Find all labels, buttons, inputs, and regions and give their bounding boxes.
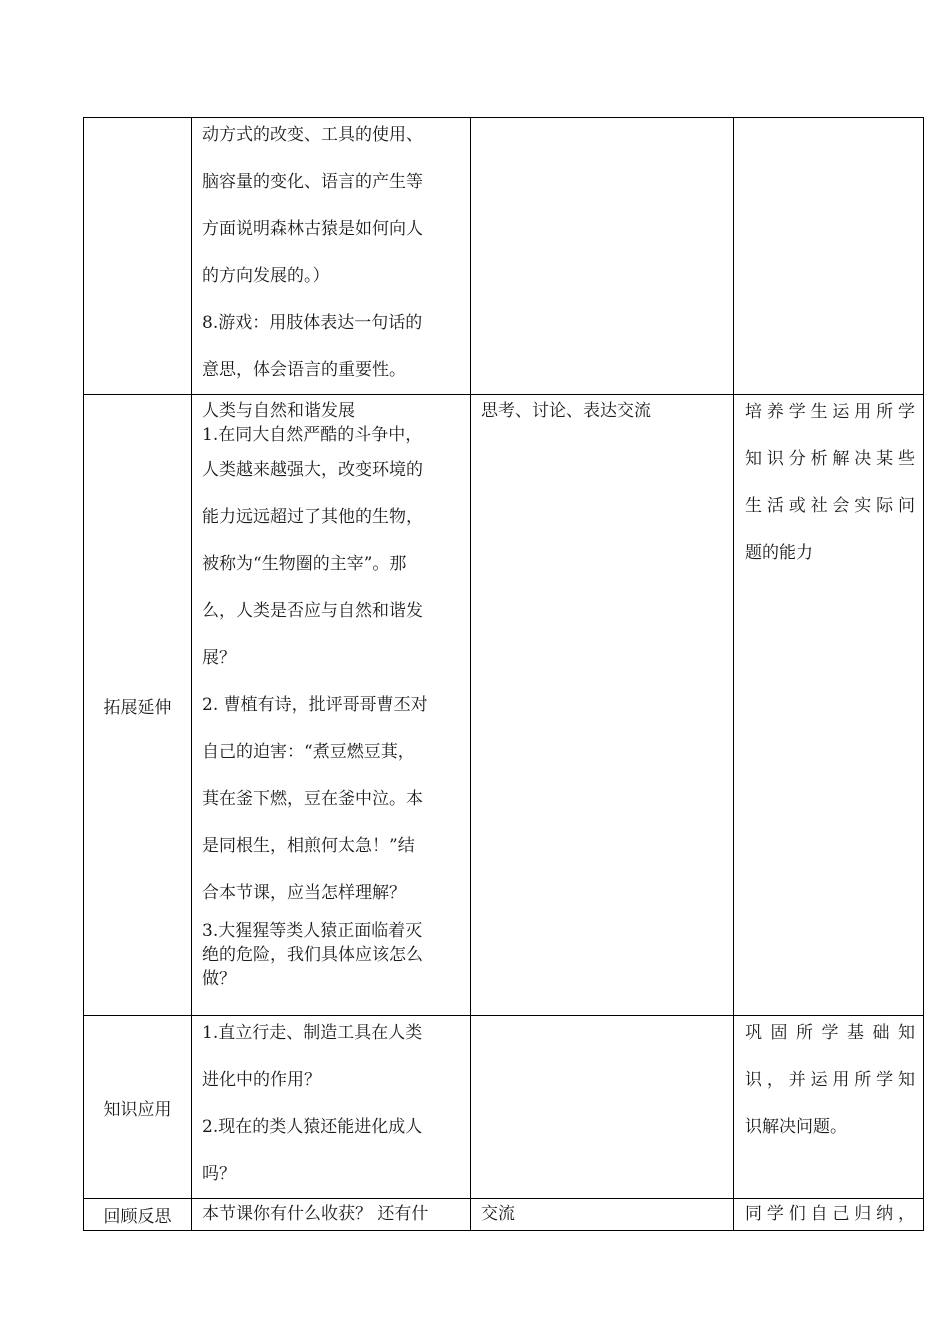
content-line: 做？ xyxy=(202,969,236,989)
content-line: 么，人类是否应与自然和谐发 xyxy=(202,601,423,621)
content-line: 是同根生，相煎何太急！”结 xyxy=(202,836,415,856)
purpose-line: 题的能力 xyxy=(745,543,813,563)
content-cell xyxy=(192,1199,471,1231)
purpose-cell xyxy=(734,1016,924,1199)
content-line: 脑容量的变化、语言的产生等 xyxy=(202,172,423,192)
content-line: 进化中的作用？ xyxy=(202,1070,321,1090)
stage-cell: 知识应用 xyxy=(84,1016,192,1199)
content-line: 展？ xyxy=(202,648,236,668)
content-line: 能力远远超过了其他的生物， xyxy=(202,507,423,527)
purpose-line: 同学们自己归纳， xyxy=(745,1204,915,1224)
content-line: 人类与自然和谐发展 xyxy=(202,401,355,421)
lesson-plan-table xyxy=(83,117,924,1231)
purpose-line: 生活或社会实际问 xyxy=(745,496,915,516)
purpose-cell xyxy=(734,1199,924,1231)
table-row xyxy=(84,1016,924,1199)
purpose-cell xyxy=(734,118,924,395)
activity-cell xyxy=(471,1016,734,1199)
activity-text: 交流 xyxy=(481,1204,515,1224)
content-line: 8.游戏：用肢体表达一句话的 xyxy=(202,313,423,333)
stage-cell: 回顾反思 xyxy=(84,1199,192,1231)
content-line: 合本节课，应当怎样理解？ xyxy=(202,883,406,903)
content-cell xyxy=(192,1016,471,1199)
table-row xyxy=(84,1199,924,1231)
purpose-line: 识解决问题。 xyxy=(745,1117,847,1137)
activity-text: 思考、讨论、表达交流 xyxy=(481,401,651,421)
content-line: 3.大猩猩等类人猿正面临着灭 xyxy=(202,921,423,941)
content-cell xyxy=(192,395,471,1016)
table-row xyxy=(84,118,924,395)
content-line: 2.现在的类人猿还能进化成人 xyxy=(202,1117,423,1137)
content-line: 自己的迫害：“煮豆燃豆萁， xyxy=(202,742,415,762)
purpose-cell xyxy=(734,395,924,1016)
table-row xyxy=(84,395,924,1016)
content-line: 方面说明森林古猿是如何向人 xyxy=(202,219,423,239)
activity-cell xyxy=(471,118,734,395)
stage-cell: 拓展延伸 xyxy=(84,395,192,1016)
content-line: 意思，体会语言的重要性。 xyxy=(202,360,406,380)
content-line: 绝的危险，我们具体应该怎么 xyxy=(202,945,423,965)
activity-cell xyxy=(471,395,734,1016)
purpose-line: 培养学生运用所学 xyxy=(745,402,915,422)
stage-cell xyxy=(84,118,192,395)
content-line: 1.直立行走、制造工具在人类 xyxy=(202,1023,423,1043)
content-line: 2. 曹植有诗，批评哥哥曹丕对 xyxy=(202,695,428,715)
content-line: 萁在釜下燃，豆在釜中泣。本 xyxy=(202,789,423,809)
content-line: 被称为“生物圈的主宰”。那 xyxy=(202,554,407,574)
content-line: 本节课你有什么收获？ 还有什 xyxy=(202,1204,429,1224)
content-line: 的方向发展的。） xyxy=(202,266,330,286)
content-line: 动方式的改变、工具的使用、 xyxy=(202,125,423,145)
purpose-line: 知识分析解决某些 xyxy=(745,449,915,469)
content-cell xyxy=(192,118,471,395)
purpose-line: 识，并运用所学知 xyxy=(745,1070,915,1090)
activity-cell xyxy=(471,1199,734,1231)
purpose-line: 巩固所学基础知 xyxy=(745,1023,915,1043)
content-line: 吗？ xyxy=(202,1164,236,1184)
content-line: 人类越来越强大，改变环境的 xyxy=(202,460,423,480)
content-line: 1.在同大自然严酷的斗争中， xyxy=(202,425,423,445)
